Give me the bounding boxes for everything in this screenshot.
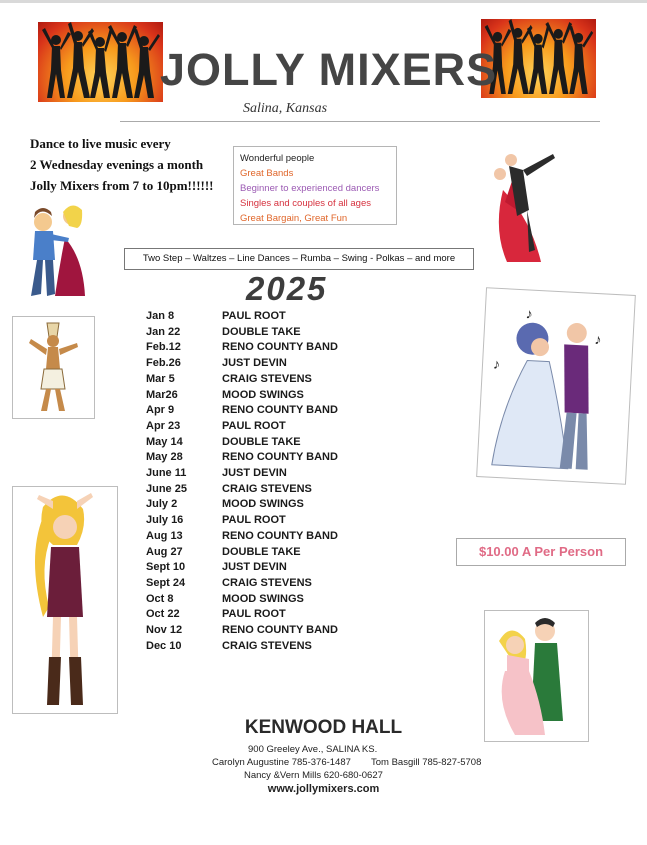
schedule-band: CRAIG STEVENS [222,576,312,589]
price-box: $10.00 A Per Person [456,538,626,566]
intro-line-1: Dance to live music every [30,136,171,151]
schedule-date: June 11 [146,467,187,479]
schedule-band: PAUL ROOT [222,514,286,527]
schedule-band: PAUL ROOT [222,310,286,322]
schedule-band: PAUL ROOT [222,608,286,621]
schedule-date: Apr 9 [146,404,175,417]
schedule-date: July 2 [146,498,178,511]
schedule-date: Aug 13 [146,529,183,542]
intro-line-3: Jolly Mixers from 7 to 10pm!!!!!! [30,178,214,193]
website-link[interactable]: www.jollymixers.com [267,783,380,795]
venue-address: 900 Greeley Ave., SALINA KS. [248,744,378,755]
feature-item: Singles and couples of all ages [240,198,371,209]
top-edge [0,0,647,3]
schedule-date: Mar 5 [146,372,175,385]
feature-item: Wonderful people [240,153,315,164]
ballroom-dancers-icon [483,150,558,270]
location-subtitle: Salina, Kansas [243,101,328,116]
contact-nancy-vern: Nancy &Vern Mills 620-680-0627 [244,770,383,781]
dancers-banner-right [481,19,596,98]
venue-name: KENWOOD HALL [244,717,403,738]
schedule-band: JUST DEVIN [222,561,287,574]
schedule-band: RENO COUNTY BAND [222,529,338,542]
schedule-date: May 28 [146,451,183,464]
schedule-band: RENO COUNTY BAND [222,624,338,636]
schedule-date: May 14 [146,435,183,448]
schedule-date: Feb.26 [146,357,181,370]
svg-text:♪: ♪ [525,305,534,322]
schedule-band: MOOD SWINGS [222,592,304,605]
features-box [233,146,397,225]
cartoon-couple-illustration [25,198,100,303]
elderly-couple-frame [476,287,636,485]
schedule-band: RENO COUNTY BAND [222,341,338,354]
schedule-date: Sept 24 [146,576,186,589]
feature-item: Beginner to experienced dancers [240,183,380,194]
schedule-date: Oct 8 [146,592,174,605]
schedule-band: JUST DEVIN [222,357,287,370]
schedule-band: JUST DEVIN [222,467,287,479]
blonde-dancer-frame [12,486,118,714]
divider [120,121,600,122]
dancers-silhouette-icon [481,19,596,98]
contact-carolyn: Carolyn Augustine 785-376-1487 [212,757,351,768]
schedule-band: CRAIG STEVENS [222,372,312,385]
dancers-silhouette-icon [38,22,163,102]
schedule-date: Dec 10 [146,639,182,652]
schedule-date: Nov 12 [146,624,183,636]
egyptian-dancer-icon [13,317,94,418]
egyptian-dancer-frame [12,316,95,419]
schedule-date: Apr 23 [146,419,181,432]
schedule-band: MOOD SWINGS [222,388,304,401]
intro-line-2: 2 Wednesday evenings a month [30,157,204,172]
schedule-band: CRAIG STEVENS [222,639,312,652]
year-heading: 2025 [246,270,328,307]
elderly-couple-icon [477,288,635,483]
schedule-date: Mar26 [146,388,178,401]
schedule-band: RENO COUNTY BAND [222,451,338,464]
contact-tom: Tom Basgill 785-827-5708 [371,757,482,768]
schedule-band: DOUBLE TAKE [222,545,301,558]
schedule-date: July 16 [146,514,184,527]
schedule-date: June 25 [146,482,187,495]
schedule-band: DOUBLE TAKE [222,325,301,338]
schedule-band: CRAIG STEVENS [222,482,312,495]
ballroom-dancers-illustration [483,150,558,270]
feature-item: Great Bands [240,168,294,179]
schedule-band: RENO COUNTY BAND [222,404,338,417]
dance-styles-box: Two Step – Waltzes – Line Dances – Rumba – Swing - Polkas – and more [124,248,474,270]
schedule-date: Aug 27 [146,545,183,558]
blonde-dancer-icon [13,487,117,713]
svg-text:♪: ♪ [492,355,501,373]
dancing-couple-icon [25,198,100,303]
schedule-date: Jan 8 [146,310,175,322]
svg-text:♪: ♪ [594,330,602,348]
schedule-band: MOOD SWINGS [222,498,304,511]
schedule-date: Sept 10 [146,561,186,574]
schedule-date: Jan 22 [146,325,181,338]
schedule-band: PAUL ROOT [222,419,286,432]
feature-item: Great Bargain, Great Fun [240,213,348,224]
schedule-date: Oct 22 [146,608,180,621]
page-title: JOLLY MIXERS [160,44,498,95]
dancers-banner-left [38,22,163,102]
schedule-band: DOUBLE TAKE [222,435,301,448]
schedule-date: Feb.12 [146,341,181,354]
